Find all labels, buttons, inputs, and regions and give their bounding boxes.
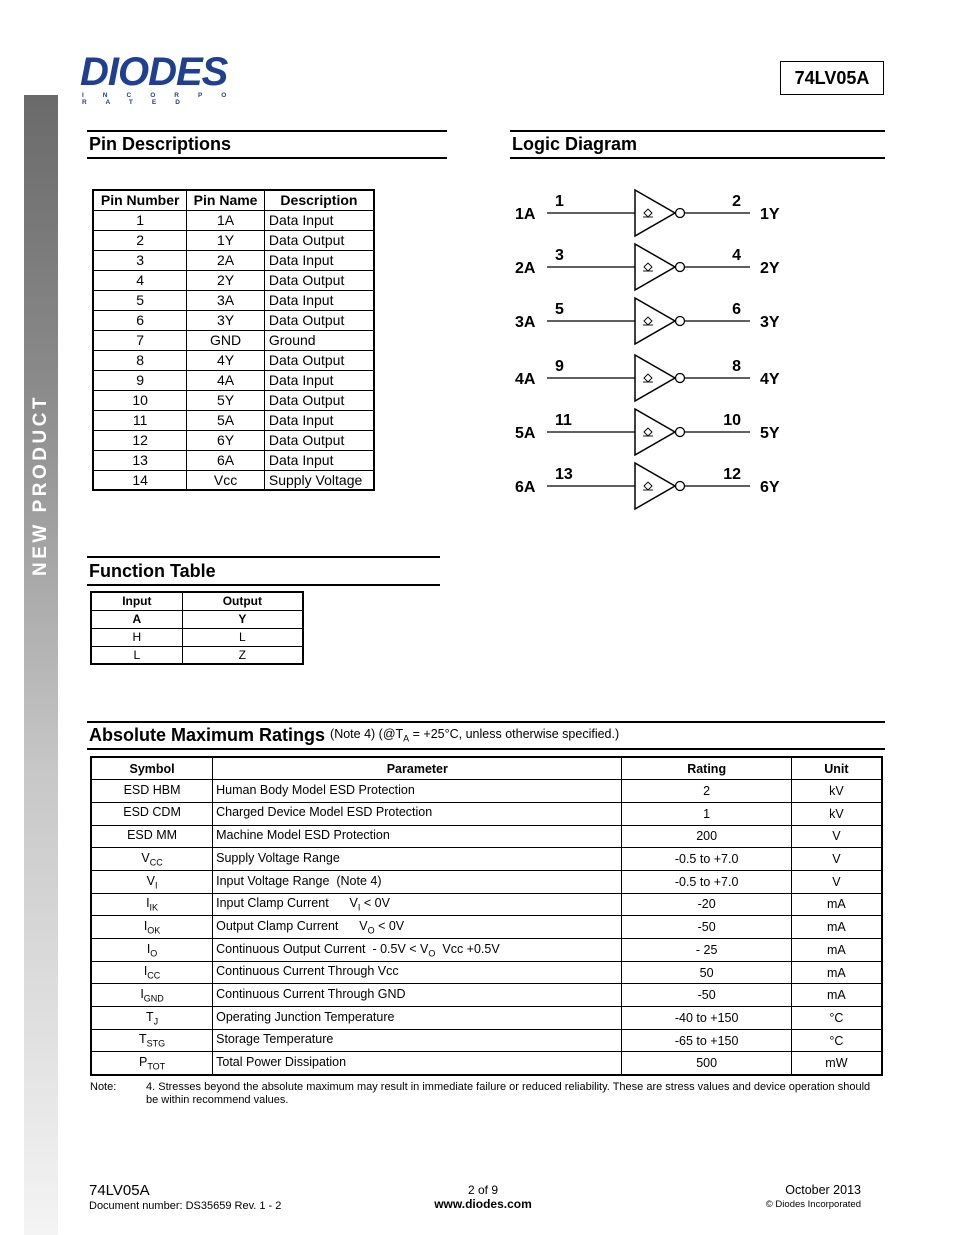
table-cell: Vcc xyxy=(187,470,265,490)
table-cell: Data Input xyxy=(264,450,374,470)
diodes-logo xyxy=(80,50,255,106)
table-cell: 1Y xyxy=(187,230,265,250)
table-cell: Supply Voltage xyxy=(264,470,374,490)
table-cell: 14 xyxy=(93,470,187,490)
table-cell: H xyxy=(91,628,182,646)
rating-cell: -20 xyxy=(622,893,791,916)
table-row xyxy=(91,1007,882,1030)
logo-subtitle: I N C O R P O R A T E D xyxy=(82,92,235,106)
input-name: 4A xyxy=(515,371,536,388)
rating-cell: -65 to +150 xyxy=(622,1029,791,1052)
logic-diagram-header xyxy=(510,130,885,159)
symbol-cell: $I_{CC}$ xyxy=(91,961,213,984)
output-name: 5Y xyxy=(760,425,780,442)
table-cell: Data Output xyxy=(264,350,374,370)
inverter-gate xyxy=(635,409,675,455)
table-row xyxy=(93,370,374,390)
output-name: 4Y xyxy=(760,371,780,388)
pin-descriptions-header xyxy=(87,130,447,159)
column-header: Pin Number xyxy=(93,190,187,210)
table-cell: 8 xyxy=(93,350,187,370)
table-cell: 3Y xyxy=(187,310,265,330)
table-row xyxy=(93,390,374,410)
table-row xyxy=(93,210,374,230)
table-row xyxy=(93,450,374,470)
inverter-gate xyxy=(635,190,675,236)
note-label: Note: xyxy=(90,1081,117,1093)
parameter-cell: Charged Device Model ESD Protection xyxy=(213,802,622,825)
table-cell: Ground xyxy=(264,330,374,350)
output-pin-number: 8 xyxy=(732,358,741,375)
output-name: 6Y xyxy=(760,479,780,496)
table-row xyxy=(93,470,374,490)
inversion-bubble xyxy=(676,317,685,326)
table-row xyxy=(91,1052,882,1075)
input-name: 5A xyxy=(515,425,536,442)
table-cell: 9 xyxy=(93,370,187,390)
input-name: 1A xyxy=(515,206,536,223)
rating-cell: -50 xyxy=(622,916,791,939)
table-cell: 1 xyxy=(93,210,187,230)
table-cell: Data Input xyxy=(264,290,374,310)
parameter-cell: Continuous Current Through Vcc xyxy=(213,961,622,984)
table-cell: 6 xyxy=(93,310,187,330)
unit-cell: mA xyxy=(791,893,882,916)
section-title: Logic Diagram xyxy=(512,134,638,154)
table-row xyxy=(93,310,374,330)
unit-cell: °C xyxy=(791,1007,882,1030)
table-row xyxy=(91,628,303,646)
parameter-cell: Input Clamp Current $V_I < 0V$ xyxy=(213,893,622,916)
table-cell: 1A xyxy=(187,210,265,230)
unit-cell: mA xyxy=(791,916,882,939)
unit-cell: V xyxy=(791,825,882,848)
table-row xyxy=(91,780,882,803)
parameter-cell: Input Voltage Range (Note 4) xyxy=(213,870,622,893)
part-number-box: 74LV05A xyxy=(780,61,884,95)
symbol-cell: $I_{GND}$ xyxy=(91,984,213,1007)
unit-cell: mA xyxy=(791,939,882,962)
parameter-cell: Continuous Current Through GND xyxy=(213,984,622,1007)
inverter-gate xyxy=(635,244,675,290)
symbol-cell: ESD HBM xyxy=(91,780,213,803)
output-pin-number: 10 xyxy=(723,412,741,429)
table-cell: GND xyxy=(187,330,265,350)
output-pin-number: 4 xyxy=(732,247,741,264)
section-title: Function Table xyxy=(89,560,216,581)
table-row xyxy=(93,230,374,250)
rating-cell: -0.5 to +7.0 xyxy=(622,848,791,871)
output-pin-number: 6 xyxy=(732,301,741,318)
inversion-bubble xyxy=(676,428,685,437)
parameter-cell: Total Power Dissipation xyxy=(213,1052,622,1075)
table-cell: 3A xyxy=(187,290,265,310)
table-cell: 12 xyxy=(93,430,187,450)
input-name: 3A xyxy=(515,314,536,331)
note-text: 4. Stresses beyond the absolute maximum may result in immediate failure or reduced reliability. These are stress values and device operation should be within recommend values. xyxy=(146,1081,871,1106)
input-pin-number: 3 xyxy=(555,247,564,264)
rating-cell: -50 xyxy=(622,984,791,1007)
input-pin-number: 13 xyxy=(555,466,573,483)
symbol-cell: $V_I$ xyxy=(91,870,213,893)
rating-cell: 50 xyxy=(622,961,791,984)
column-header: Rating xyxy=(622,757,791,780)
unit-cell: mA xyxy=(791,961,882,984)
table-cell: 5 xyxy=(93,290,187,310)
symbol-cell: $I_{IK}$ xyxy=(91,893,213,916)
table-row xyxy=(91,870,882,893)
table-cell: L xyxy=(91,646,182,664)
table-cell: Data Output xyxy=(264,390,374,410)
column-header: Input xyxy=(91,592,182,610)
table-cell: 2A xyxy=(187,250,265,270)
input-name: 2A xyxy=(515,260,536,277)
inverter-gate xyxy=(635,298,675,344)
ratings-header xyxy=(87,721,885,750)
table-row xyxy=(93,270,374,290)
table-row xyxy=(91,961,882,984)
footer-left xyxy=(89,1182,281,1212)
footer-page: 2 of 9 xyxy=(467,1183,499,1197)
symbol-cell: $P_{TOT}$ xyxy=(91,1052,213,1075)
unit-cell: mA xyxy=(791,984,882,1007)
table-cell: 4A xyxy=(187,370,265,390)
table-cell: 6A xyxy=(187,450,265,470)
parameter-cell: Operating Junction Temperature xyxy=(213,1007,622,1030)
column-header: Pin Name xyxy=(187,190,265,210)
table-cell: Data Output xyxy=(264,310,374,330)
footer-right xyxy=(700,1183,861,1210)
output-pin-number: 2 xyxy=(732,193,741,210)
footer-url[interactable]: www.diodes.com xyxy=(434,1197,532,1211)
section-title: Absolute Maximum Ratings xyxy=(89,725,326,745)
symbol-cell: ESD MM xyxy=(91,825,213,848)
table-row xyxy=(91,802,882,825)
function-table xyxy=(90,591,304,665)
table-row xyxy=(91,939,882,962)
rating-cell: -40 to +150 xyxy=(622,1007,791,1030)
table-cell: 3 xyxy=(93,250,187,270)
parameter-cell: Storage Temperature xyxy=(213,1029,622,1052)
parameter-cell: Machine Model ESD Protection xyxy=(213,825,622,848)
table-row xyxy=(91,984,882,1007)
table-cell: 6Y xyxy=(187,430,265,450)
symbol-cell: $I_O$ xyxy=(91,939,213,962)
unit-cell: mW xyxy=(791,1052,882,1075)
input-pin-number: 5 xyxy=(555,301,564,318)
parameter-cell: Supply Voltage Range xyxy=(213,848,622,871)
table-cell: Data Input xyxy=(264,250,374,270)
table-row xyxy=(91,893,882,916)
unit-cell: V xyxy=(791,870,882,893)
inverter-gate xyxy=(635,463,675,509)
table-cell: Z xyxy=(182,646,303,664)
column-header: Symbol xyxy=(91,757,213,780)
table-cell: 5A xyxy=(187,410,265,430)
table-cell: 7 xyxy=(93,330,187,350)
footer-doc-number: Document number: DS35659 Rev. 1 - 2 xyxy=(89,1200,282,1212)
ratings-table xyxy=(90,756,883,1076)
footer-copyright: © Diodes Incorporated xyxy=(765,1199,861,1210)
inversion-bubble xyxy=(676,263,685,272)
ratings-condition: (Note 4) ($@T_A = +25^\circ C$, unless otherwise specified.) xyxy=(330,727,620,744)
table-row xyxy=(91,646,303,664)
column-header: Output xyxy=(182,592,303,610)
table-cell: 2 xyxy=(93,230,187,250)
table-cell: 10 xyxy=(93,390,187,410)
column-header: Parameter xyxy=(213,757,622,780)
column-subheader: Y xyxy=(182,610,303,628)
table-row xyxy=(93,290,374,310)
parameter-cell: Human Body Model ESD Protection xyxy=(213,780,622,803)
table-row xyxy=(93,330,374,350)
table-row xyxy=(93,410,374,430)
inverter-gate xyxy=(635,355,675,401)
sidebar-label: NEW PRODUCT xyxy=(30,393,51,577)
footer-center xyxy=(400,1183,566,1211)
section-title: Pin Descriptions xyxy=(89,134,232,154)
symbol-cell: $T_J$ xyxy=(91,1007,213,1030)
pin-descriptions-table xyxy=(92,189,375,491)
inversion-bubble xyxy=(676,209,685,218)
rating-cell: 500 xyxy=(622,1052,791,1075)
table-cell: Data Input xyxy=(264,210,374,230)
output-pin-number: 12 xyxy=(723,466,741,483)
function-table-header xyxy=(87,556,440,586)
column-header: Unit xyxy=(791,757,882,780)
table-cell: Data Input xyxy=(264,370,374,390)
output-name: 2Y xyxy=(760,260,780,277)
sidebar-band xyxy=(24,95,58,1235)
input-pin-number: 1 xyxy=(555,193,564,210)
unit-cell: kV xyxy=(791,780,882,803)
unit-cell: V xyxy=(791,848,882,871)
table-row xyxy=(93,250,374,270)
table-cell: Data Output xyxy=(264,270,374,290)
symbol-cell: ESD CDM xyxy=(91,802,213,825)
inversion-bubble xyxy=(676,482,685,491)
column-header: Description xyxy=(264,190,374,210)
unit-cell: °C xyxy=(791,1029,882,1052)
rating-cell: 2 xyxy=(622,780,791,803)
inversion-bubble xyxy=(676,374,685,383)
table-cell: 11 xyxy=(93,410,187,430)
logo-wordmark: DIODES xyxy=(80,50,228,94)
output-name: 1Y xyxy=(760,206,780,223)
table-cell: Data Input xyxy=(264,410,374,430)
input-name: 6A xyxy=(515,479,536,496)
table-cell: 4Y xyxy=(187,350,265,370)
logic-diagram xyxy=(505,170,795,515)
footer-part: 74LV05A xyxy=(89,1182,150,1199)
input-pin-number: 9 xyxy=(555,358,564,375)
unit-cell: kV xyxy=(791,802,882,825)
table-row xyxy=(91,848,882,871)
table-cell: 5Y xyxy=(187,390,265,410)
rating-cell: 1 xyxy=(622,802,791,825)
output-name: 3Y xyxy=(760,314,780,331)
table-cell: Data Output xyxy=(264,230,374,250)
rating-cell: -0.5 to +7.0 xyxy=(622,870,791,893)
parameter-cell: Continuous Output Current - $0.5V < V_O$ Vcc +0.5V xyxy=(213,939,622,962)
input-pin-number: 11 xyxy=(555,412,572,429)
table-row xyxy=(91,916,882,939)
column-subheader: A xyxy=(91,610,182,628)
symbol-cell: $I_{OK}$ xyxy=(91,916,213,939)
table-row xyxy=(93,430,374,450)
table-row xyxy=(91,1029,882,1052)
footer-date: October 2013 xyxy=(785,1183,861,1197)
table-cell: L xyxy=(182,628,303,646)
symbol-cell: $T_{STG}$ xyxy=(91,1029,213,1052)
rating-cell: - 25 xyxy=(622,939,791,962)
parameter-cell: Output Clamp Current $V_O < 0V$ xyxy=(213,916,622,939)
table-row xyxy=(91,825,882,848)
table-cell: 2Y xyxy=(187,270,265,290)
rating-cell: 200 xyxy=(622,825,791,848)
table-cell: Data Output xyxy=(264,430,374,450)
table-cell: 13 xyxy=(93,450,187,470)
symbol-cell: $V_{CC}$ xyxy=(91,848,213,871)
table-row xyxy=(93,350,374,370)
table-cell: 4 xyxy=(93,270,187,290)
